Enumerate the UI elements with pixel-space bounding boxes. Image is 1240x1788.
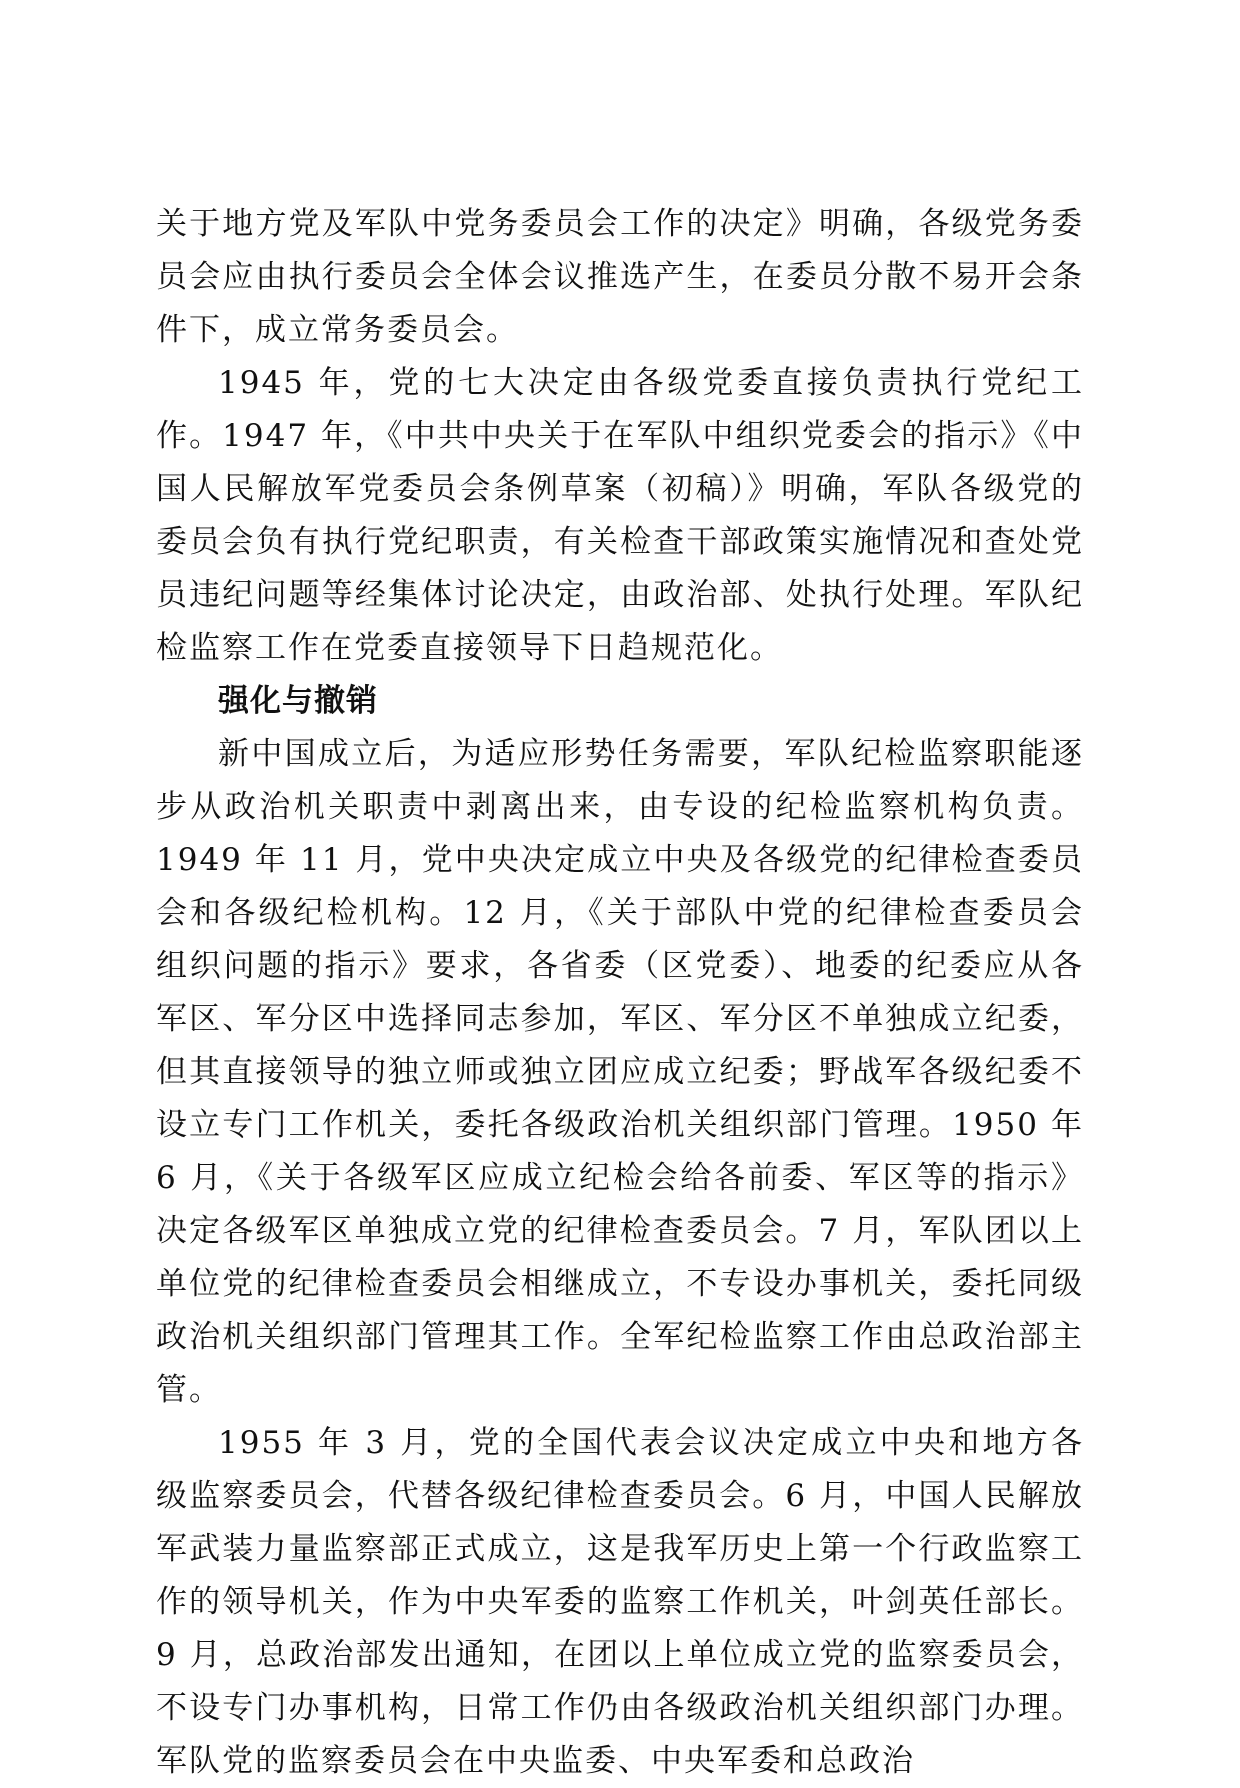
paragraph-1: 关于地方党及军队中党务委员会工作的决定》明确，各级党务委员会应由执行委员会全体会议推选产生，在委员分散不易开会条件下，成立常务委员会。 — [156, 206, 1084, 348]
section-heading: 强化与撤销 — [218, 683, 378, 719]
document-page — [156, 198, 1084, 1788]
paragraph-3: 新中国成立后，为适应形势任务需要，军队纪检监察职能逐步从政治机关职责中剥离出来，由专设的纪检监察机构负责。1949 年 11 月，党中央决定成立中央及各级党的纪律检查委员会和各级纪检机构。12 月，《关于部队中党的纪律检查委员会组织问题的指示》要求，各省委（区党委）、地委的纪委应从各军区、军分区中选择同志参加，军区、军分区不单独成立纪委，但其直接领导的独立师或独立团应成立纪委；野战军各级纪委不设立专门工作机关，委托各级政治机关组织部门管理。1950 年 6 月，《关于各级军区应成立纪检会给各前委、军区等的指示》决定各级军区单独成立党的纪律检查委员会。7 月，军队团以上单位党的纪律检查委员会相继成立，不专设办事机关，委托同级政治机关组织部门管理其工作。全军纪检监察工作由总政治部主管。 — [156, 736, 1084, 1408]
paragraph-4: 1955 年 3 月，党的全国代表会议决定成立中央和地方各级监察委员会，代替各级纪律检查委员会。6 月，中国人民解放军武装力量监察部正式成立，这是我军历史上第一个行政监察工作的领导机关，作为中央军委的监察工作机关，叶剑英任部长。9 月，总政治部发出通知，在团以上单位成立党的监察委员会，不设专门办事机构，日常工作仍由各级政治机关组织部门办理。军队党的监察委员会在中央监委、中央军委和总政治 — [156, 1425, 1084, 1779]
paragraph-2: 1945 年，党的七大决定由各级党委直接负责执行党纪工作。1947 年，《中共中央关于在军队中组织党委会的指示》《中国人民解放军党委员会条例草案（初稿）》明确，军队各级党的委员会负有执行党纪职责，有关检查干部政策实施情况和查处党员违纪问题等经集体讨论决定，由政治部、处执行处理。军队纪检监察工作在党委直接领导下日趋规范化。 — [156, 365, 1084, 666]
